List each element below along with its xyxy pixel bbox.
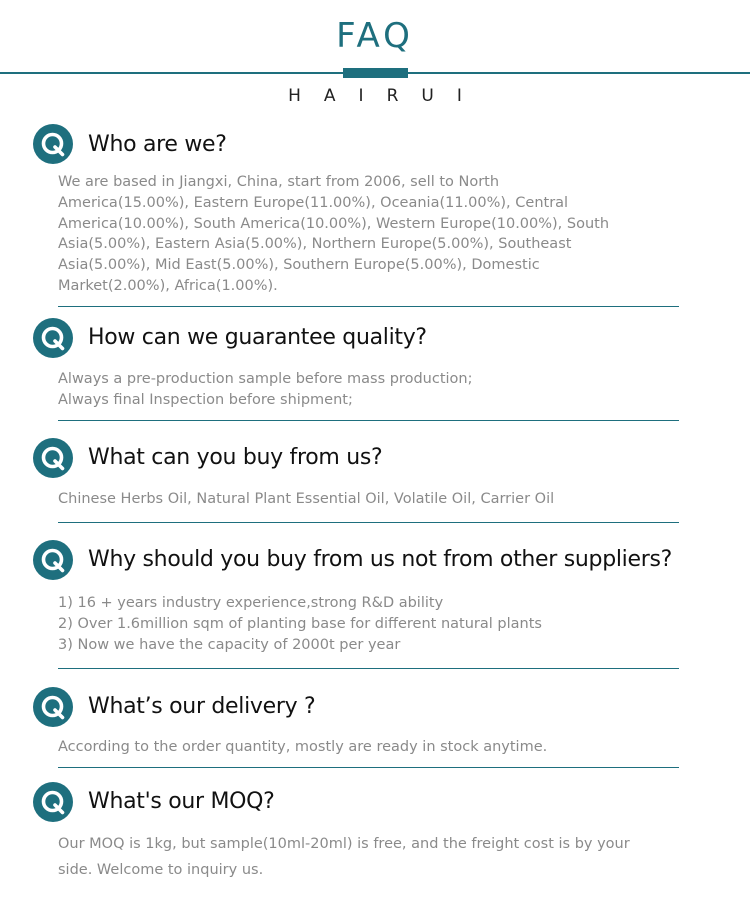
q-icon bbox=[33, 782, 73, 822]
faq-question: What can you buy from us? bbox=[88, 445, 383, 470]
answer-line: Always a pre-production sample before mass production; bbox=[58, 371, 473, 387]
brand-name: HAIRUI bbox=[288, 86, 485, 106]
answer-line: Always final Inspection before shipment; bbox=[58, 391, 353, 408]
faq-answer bbox=[58, 593, 618, 655]
q-letter-glyph bbox=[33, 318, 73, 358]
page-title: FAQ bbox=[336, 16, 414, 56]
answer-line: Our MOQ is 1kg, but sample(10ml-20ml) is free, and the freight cost is by your bbox=[58, 836, 630, 852]
answer-line: We are based in Jiangxi, China, start from 2006, sell to North bbox=[58, 174, 500, 190]
faq-answer bbox=[58, 172, 618, 297]
q-letter-glyph bbox=[33, 782, 73, 822]
answer-line: Chinese Herbs Oil, Natural Plant Essential Oil, Volatile Oil, Carrier Oil bbox=[58, 491, 555, 507]
answer-line: 2) Over 1.6million sqm of planting base for different natural plants bbox=[58, 615, 542, 632]
answer-line: Asia(5.00%), Eastern Asia(5.00%), Northern Europe(5.00%), Southeast bbox=[58, 236, 572, 253]
q-icon bbox=[33, 687, 73, 727]
q-letter-glyph bbox=[33, 124, 73, 164]
answer-line: 3) Now we have the capacity of 2000t per year bbox=[58, 636, 401, 653]
faq-answer bbox=[58, 737, 618, 758]
faq-divider bbox=[58, 306, 679, 307]
q-icon bbox=[33, 438, 73, 478]
faq-question: What's our MOQ? bbox=[88, 789, 275, 814]
faq-divider bbox=[58, 767, 679, 768]
faq-answer bbox=[58, 831, 630, 883]
faq-answer bbox=[58, 369, 618, 411]
faq-question: How can we guarantee quality? bbox=[88, 325, 427, 350]
faq-question: Why should you buy from us not from other suppliers? bbox=[88, 547, 673, 572]
q-icon bbox=[33, 540, 73, 580]
answer-line: side. Welcome to inquiry us. bbox=[58, 862, 264, 878]
q-letter-glyph bbox=[33, 438, 73, 478]
answer-line: 1) 16 + years industry experience,strong R&D ability bbox=[58, 595, 444, 611]
faq-divider bbox=[58, 420, 679, 421]
q-icon bbox=[33, 124, 73, 164]
answer-line: According to the order quantity, mostly are ready in stock anytime. bbox=[58, 739, 548, 755]
faq-divider bbox=[58, 522, 679, 523]
header-accent-bar bbox=[343, 68, 408, 78]
faq-question: Who are we? bbox=[88, 132, 227, 157]
answer-line: Asia(5.00%), Mid East(5.00%), Southern Europe(5.00%), Domestic bbox=[58, 257, 540, 274]
faq-question: What’s our delivery ? bbox=[88, 694, 316, 719]
q-letter-glyph bbox=[33, 540, 73, 580]
faq-answer bbox=[58, 489, 618, 510]
q-icon bbox=[33, 318, 73, 358]
q-letter-glyph bbox=[33, 687, 73, 727]
answer-line: America(15.00%), Eastern Europe(11.00%), Oceania(11.00%), Central bbox=[58, 194, 569, 211]
faq-divider bbox=[58, 668, 679, 669]
answer-line: Market(2.00%), Africa(1.00%). bbox=[58, 277, 278, 294]
answer-line: America(10.00%), South America(10.00%), Western Europe(10.00%), South bbox=[58, 215, 610, 232]
